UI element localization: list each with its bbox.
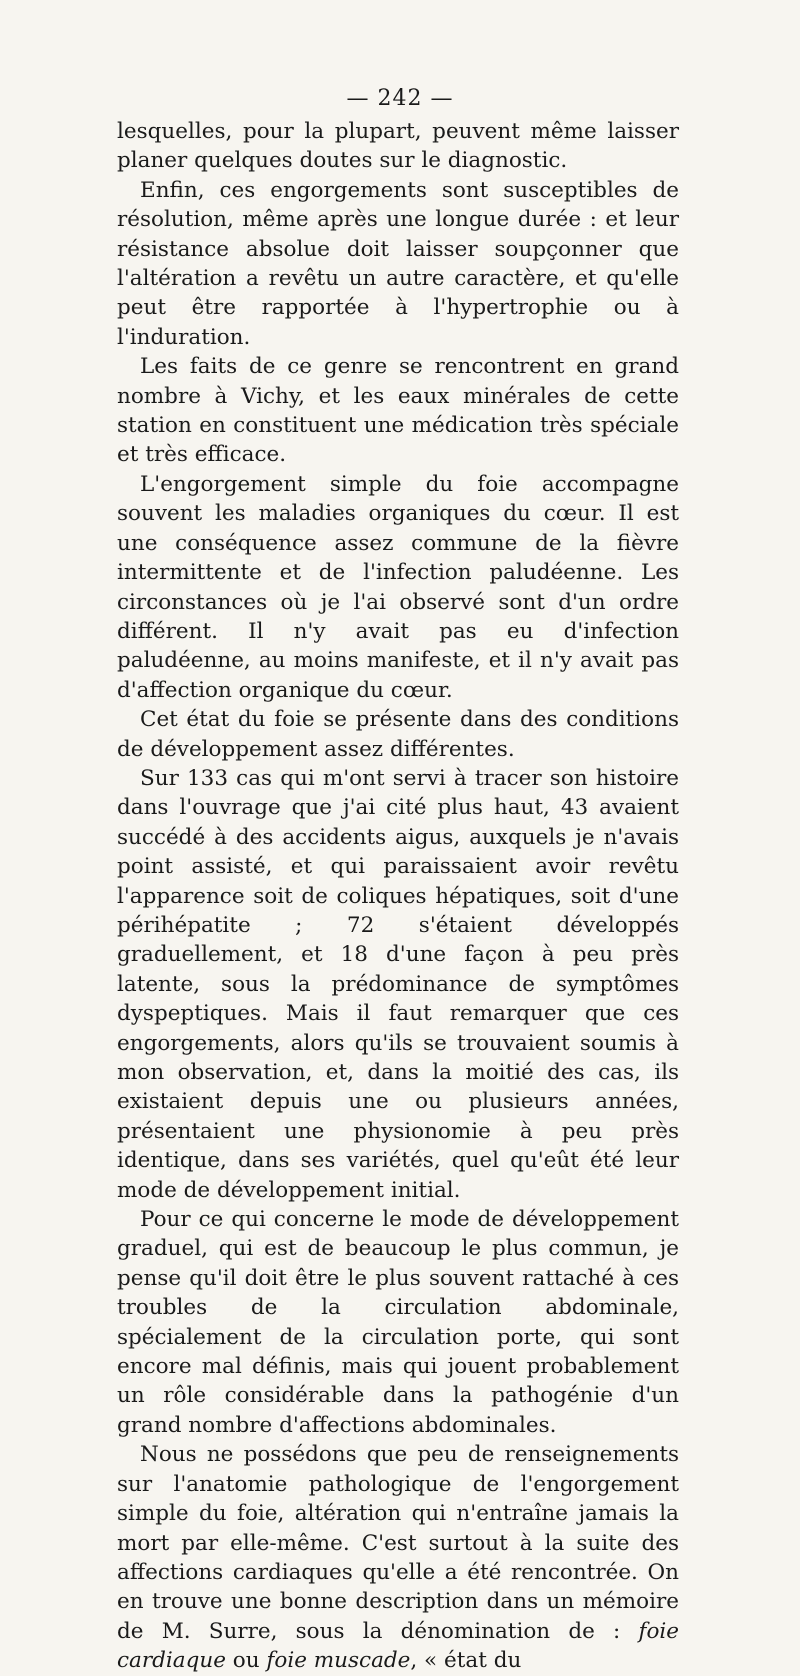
italic-term-1: foie cardiaque xyxy=(117,1618,679,1674)
paragraph-3: Les faits de ce genre se rencontrent en grand nombre à Vichy, et les eaux minérales de cette station en constituent une médication très spéciale et très efficace. xyxy=(117,354,679,468)
paragraph-8-text: Nous ne possédons que peu de renseignements sur l'anatomie pathologique de l'engorgement simple du foie, altération qui n'entraîne jamais la mort par elle-même. C'est surtout à la suite des affections cardiaques qu'elle a été rencontrée. On en trouve une bonne description dans un mémoire de M. Surre, sous la dénomination de : xyxy=(117,1442,679,1644)
body-text xyxy=(117,117,679,1676)
italic-term-2: foie muscade xyxy=(266,1648,411,1674)
paragraph-2: Enfin, ces engorgements sont susceptibles de résolution, même après une longue durée : et leur résistance absolue doit laisser soupçonner que l'altération a revêtu un autre caractère, et qu'elle peut être rapportée à l'hypertrophie ou à l'induration. xyxy=(117,177,679,350)
paragraph-5: Cet état du foie se présente dans des conditions de développement assez différentes. xyxy=(117,707,679,762)
page-number: — 242 — xyxy=(346,86,454,111)
quote-start: , « état du xyxy=(410,1648,522,1674)
connector-word: ou xyxy=(232,1648,260,1674)
paragraph-7: Pour ce qui concerne le mode de développement graduel, qui est de beaucoup le plus commun, je pense qu'il doit être le plus souvent rattaché à ces troubles de la circulation abdominale, spécialement de la circulation porte, qui sont encore mal définis, mais qui jouent probablement un rôle considérable dans la pathogénie d'un grand nombre d'affections abdominales. xyxy=(117,1207,679,1438)
paragraph-4: L'engorgement simple du foie accompagne souvent les maladies organiques du cœur. Il est une conséquence assez commune de la fièvre intermittente et de l'infection paludéenne. Les circonstances où je l'ai observé sont d'un ordre différent. Il n'y avait pas eu d'infection paludéenne, au moins manifeste, et il n'y avait pas d'affection organique du cœur. xyxy=(117,471,679,703)
paragraph-1: lesquelles, pour la plupart, peuvent même laisser planer quelques doutes sur le diagnostic. xyxy=(117,119,679,174)
paragraph-6: Sur 133 cas qui m'ont servi à tracer son histoire dans l'ouvrage que j'ai cité plus haut, 43 avaient succédé à des accidents aigus, auxquels je n'avais point assisté, et qui paraissaient avoir revêtu l'apparence soit de coliques hépatiques, soit d'une périhépatite ; 72 s'étaient développés graduellement, et 18 d'une façon à peu près latente, sous la prédominance de symptômes dyspeptiques. Mais il faut remarquer que ces engorgements, alors qu'ils se trouvaient soumis à mon observation, et, dans la moitié des cas, ils existaient depuis une ou plusieurs années, présentaient une physionomie à peu près identique, dans ses variétés, quel qu'eût été leur mode de développement initial. xyxy=(117,765,679,1203)
paragraph-8 xyxy=(117,1440,679,1675)
